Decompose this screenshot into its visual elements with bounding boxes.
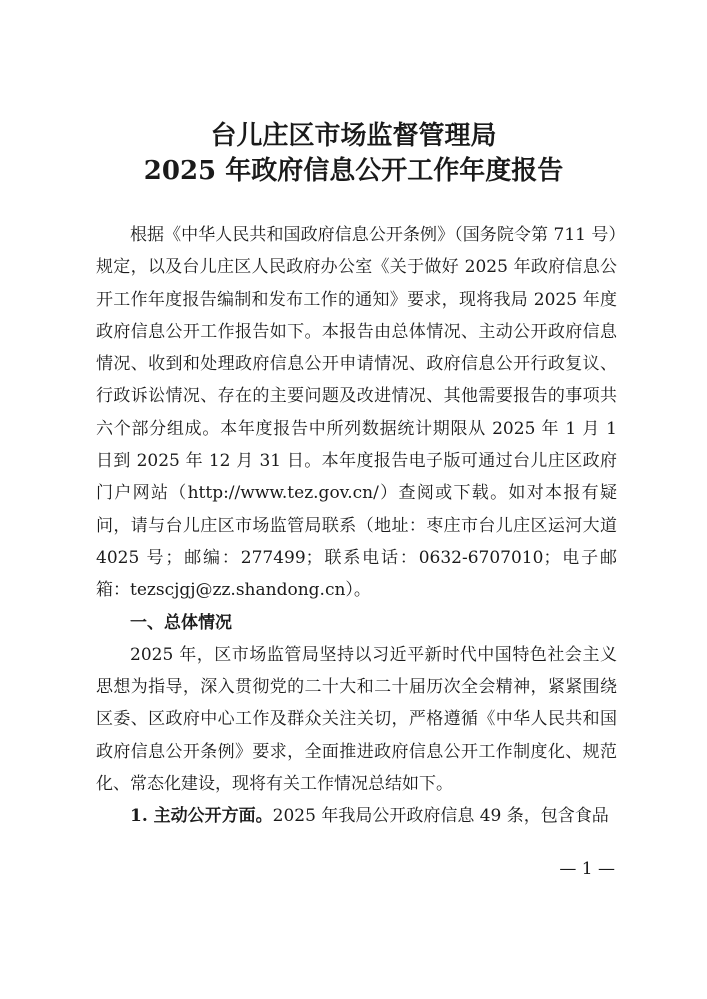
item-1-paragraph	[96, 800, 617, 832]
item-1-lead: 1. 主动公开方面。	[130, 806, 273, 827]
section-heading-overview: 一、总体情况	[130, 612, 232, 633]
page-number: — 1 —	[559, 859, 615, 879]
overview-paragraph: 2025 年，区市场监管局坚持以习近平新时代中国特色社会主义思想为指导，深入贯彻党的二十大和二十届历次全会精神，紧紧围绕区委、区政府中心工作及群众关注关切，严格遵循《中华人民共和国政府信息公开条例》要求，全面推进政府信息公开工作制度化、规范化、常态化建设，现将有关工作情况总结如下。	[96, 644, 617, 795]
document-title-line1: 台儿庄区市场监督管理局	[210, 121, 497, 151]
document-body	[96, 219, 617, 833]
document-title-line2: 2025 年政府信息公开工作年度报告	[143, 156, 564, 186]
item-1-text: 2025 年我局公开政府信息 49 条，包含食品	[272, 806, 609, 827]
intro-paragraph: 根据《中华人民共和国政府信息公开条例》（国务院令第 711 号）规定，以及台儿庄区人民政府办公室《关于做好 2025 年政府信息公开工作年度报告编制和发布工作的通知》要求，现将我局 2025 年度政府信息公开工作报告如下。本报告由总体情况、主动公开政府信息情况、收到和处理政府信息公开申请情况、政府信息公开行政复议、行政诉讼情况、存在的主要问题及改进情况、其他需要报告的事项共六个部分组成。本年度报告中所列数据统计期限从 2025 年 1 月 1 日到 2025 年 12 月 31 日。本年度报告电子版可通过台儿庄区政府门户网站（http://www.tez.gov.cn/）查阅或下载。如对本报有疑问，请与台儿庄区市场监管局联系（地址：枣庄市台儿庄区运河大道 4025 号；邮编：277499；联系电话：0632-6707010；电子邮箱：tezscjgj@zz.shandong.cn）。	[96, 225, 617, 601]
